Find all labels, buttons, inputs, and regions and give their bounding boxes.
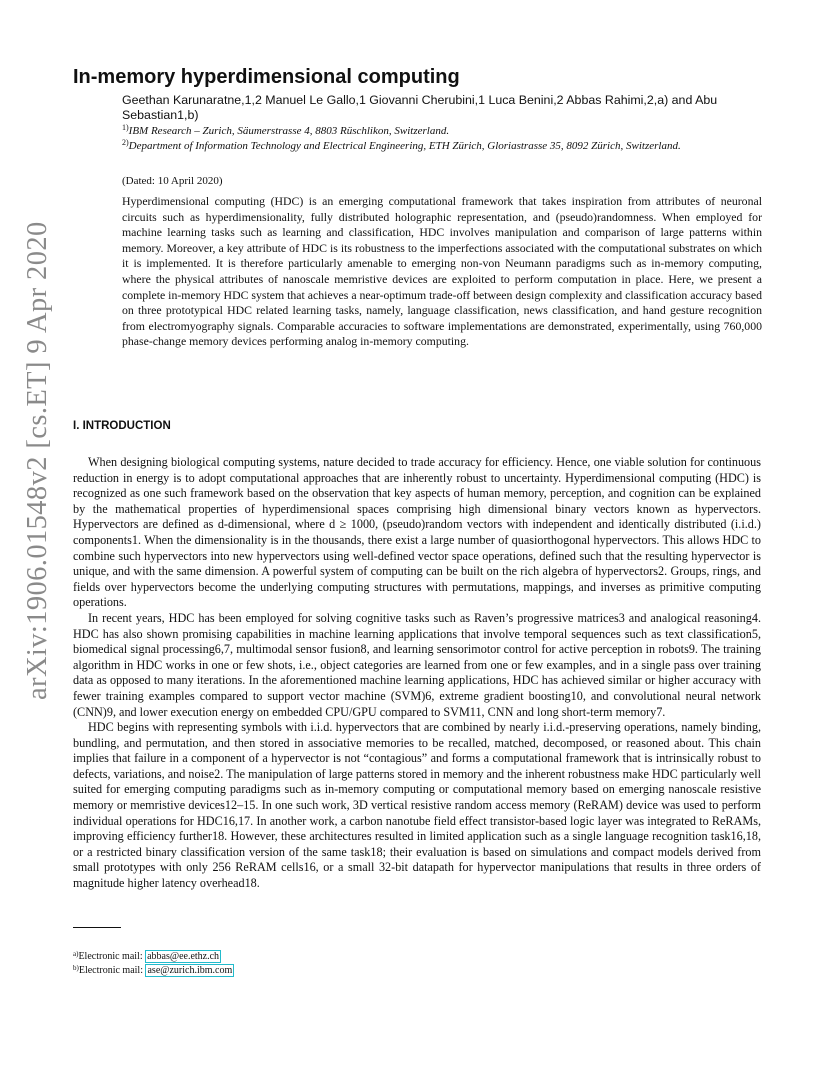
paragraph: In recent years, HDC has been employed for solving cognitive tasks such as Raven’s progressive matrices3 and analogical reasoning4. HDC has also shown promising capabilities in machine learning applications that involve temporal sequences such as text classification5, biomedical signal processing6,7, multimodal sensor fusion8, and learning sensorimotor control for active perception in robots9. The training algorithm in HDC works in one or few shots, i.e., object categories are learned from one or few examples, and in a single pass over training data as opposed to many iterations. In the aforementioned machine learning applications, HDC has achieved similar or higher accuracy with fewer training examples compared to support vector machine (SVM)6, extreme gradient boosting10, and convolutional neural network (CNN)9, and lower execution energy on embedded CPU/GPU compared to SVM11, CNN and long short-term memory7.: [73, 610, 761, 719]
footnote-a-label: Electronic mail:: [78, 951, 146, 962]
footnote-rule: [73, 927, 121, 928]
affiliation-2: [122, 139, 722, 154]
introduction-body: [73, 455, 761, 892]
footnote-a-mark: a): [73, 950, 79, 958]
email-link-a[interactable]: abbas@ee.ethz.ch: [147, 951, 220, 962]
arxiv-identifier-stamp: arXiv:1906.01548v2 [cs.ET] 9 Apr 2020: [22, 221, 53, 700]
affiliation-2-text: Department of Information Technology and Electrical Engineering, ETH Zürich, Gloriastrasse 35, 8092 Zürich, Switzerland.: [128, 140, 681, 152]
date-line: (Dated: 10 April 2020): [122, 175, 223, 187]
footnote-b-label: Electronic mail:: [78, 965, 146, 976]
affiliation-1-number: 1): [122, 123, 129, 132]
affiliation-1-text: IBM Research – Zurich, Säumerstrasse 4, 8803 Rüschlikon, Switzerland.: [128, 125, 450, 137]
affiliation-2-number: 2): [122, 138, 129, 147]
paper-title: In-memory hyperdimensional computing: [73, 66, 460, 88]
affiliation-1: [122, 124, 722, 139]
abstract: Hyperdimensional computing (HDC) is an emerging computational framework that takes inspiration from attributes of neuronal circuits such as hyperdimensionality, fully distributed holographic representation, and (pseudo)randomness. When employed for machine learning tasks such as learning and classification, HDC involves manipulation and comparison of large patterns within memory. Moreover, a key attribute of HDC is its robustness to the imperfections associated with the computational substrates on which it is implemented. It is therefore particularly amenable to emerging non-von Neumann paradigms such as in-memory computing, where the physical attributes of nanoscale memristive devices are exploited to perform computation in place. Here, we present a complete in-memory HDC system that achieves a near-optimum trade-off between design complexity and classification accuracy based on three prototypical HDC related learning tasks, namely, language classification, news classification, and hand gesture recognition from electromyography signals. Comparable accuracies to software implementations are demonstrated, experimentally, using 760,000 phase-change memory devices performing analog in-memory computing.: [122, 194, 762, 349]
author-list: Geethan Karunaratne,1,2 Manuel Le Gallo,1 Giovanni Cherubini,1 Luca Benini,2 Abbas Rahimi,2,a) and Abu Sebastian1,b): [122, 93, 718, 122]
section-heading-introduction: I. INTRODUCTION: [73, 420, 171, 432]
email-link-b[interactable]: ase@zurich.ibm.com: [147, 965, 233, 976]
footnote-a: [73, 951, 221, 962]
footnote-b-mark: b): [73, 964, 79, 972]
paragraph: When designing biological computing systems, nature decided to trade accuracy for efficiency. Hence, one viable solution for continuous reduction in energy is to adopt computational approaches that are inherently robust to uncertainty. Hyperdimensional computing (HDC) is recognized as one such framework based on the observation that key aspects of human memory, perception, and cognition can be explained by the mathematical properties of hyperdimensional spaces comprising high dimensional binary vectors known as hypervectors. Hypervectors are defined as d-dimensional, where d ≥ 1000, (pseudo)random vectors with independent and identically distributed (i.i.d.) components1. When the dimensionality is in the thousands, there exist a large number of quasiorthogonal hypervectors. This allows HDC to combine such hypervectors into new hypervectors using well-defined vector space operations, defined such that the resulting hypervector is unique, and with the same dimension. A powerful system of computing can be built on the rich algebra of hypervectors2. Groups, rings, and fields over hypervectors become the underlying computing structures with permutations, mappings, and inverses as primitive computing operations.: [73, 455, 761, 610]
footnote-b: [73, 965, 234, 976]
paragraph: HDC begins with representing symbols with i.i.d. hypervectors that are combined by nearly i.i.d.-preserving operations, namely binding, bundling, and permutation, and then stored in associative memories to be recalled, matched, decomposed, or reasoned about. This chain implies that failure in a component of a hypervector is not “contagious” and forms a computational framework that is intrinsically robust to defects, variations, and noise2. The manipulation of large patterns stored in memory and the inherent robustness make HDC particularly well suited for emerging computing paradigms such as in-memory computing or computational memory based on emerging nanoscale resistive memory or memristive devices12–15. In one such work, 3D vertical resistive random access memory (ReRAM) device was used to perform individual operations for HDC16,17. In another work, a carbon nanotube field effect transistor-based logic layer was integrated to ReRAMs, improving efficiency further18. However, these architectures resulted in limited application such as a single language recognition task16,18, or a restricted binary classification version of the same task18; their evaluation is based on simulations and compact models derived from small prototypes with only 256 ReRAM cells16, or a small 32-bit datapath for hypervector manipulations that results in three orders of magnitude higher latency overhead18.: [73, 720, 761, 891]
